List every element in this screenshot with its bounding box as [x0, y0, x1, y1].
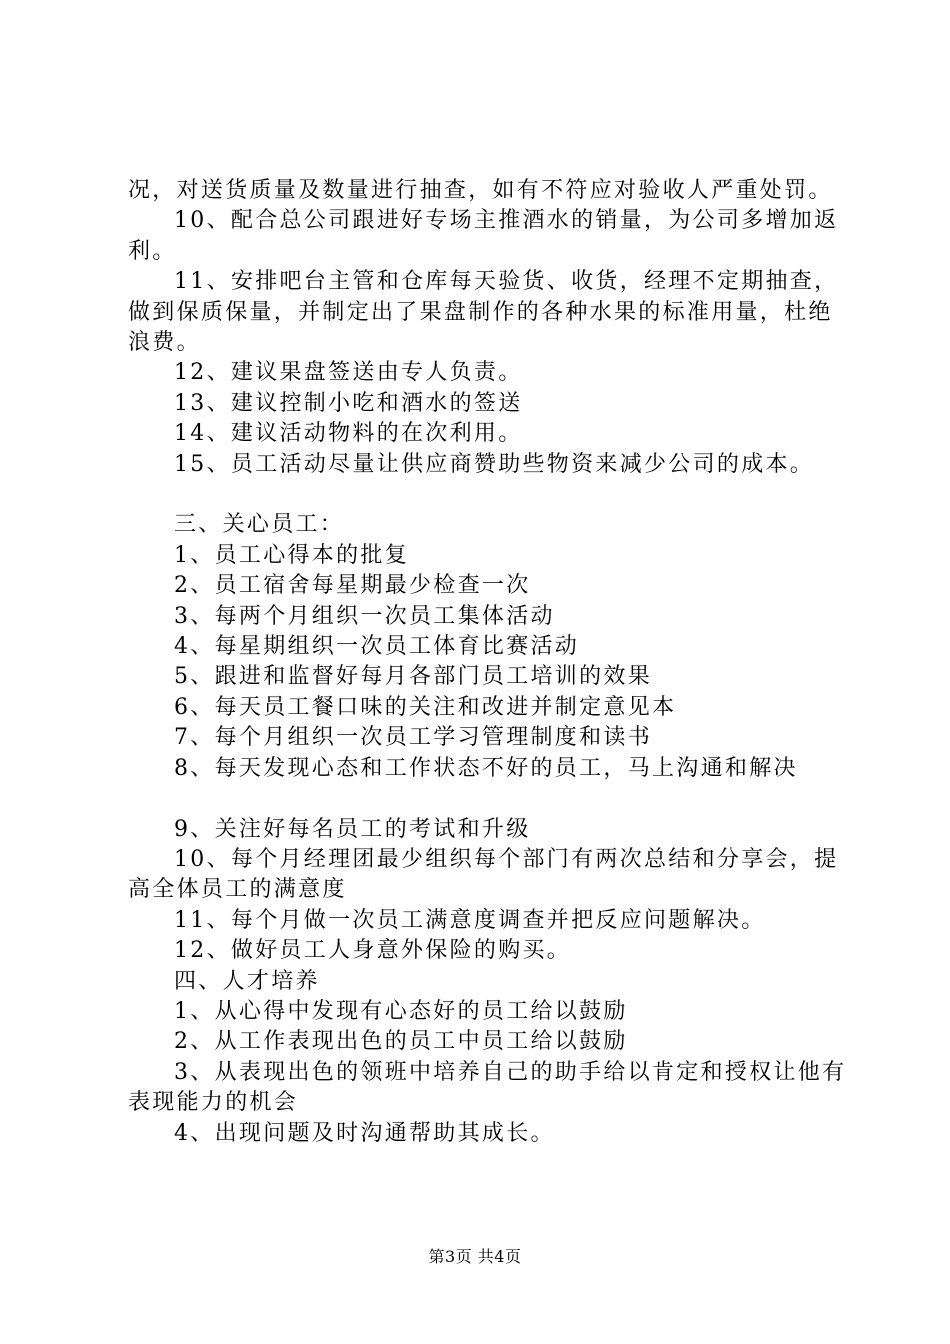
paragraph: 4、出现问题及时沟通帮助其成长。: [174, 1120, 555, 1146]
paragraph: 5、跟进和监督好每月各部门员工培训的效果: [174, 664, 652, 690]
paragraph: 9、关注好每名员工的考试和升级: [174, 816, 531, 842]
paragraph: 四、人才培养: [174, 968, 320, 994]
paragraph: 12、建议果盘签送由专人负责。: [174, 360, 523, 386]
paragraph: 11、每个月做一次员工满意度调查并把反应问题解决。: [174, 907, 766, 933]
paragraph: 1、员工心得本的批复: [174, 542, 409, 568]
paragraph: 14、建议活动物料的在次利用。: [174, 421, 523, 447]
paragraph: 3、从表现出色的领班中培养自己的助手给以肯定和授权让他有表现能力的机会: [128, 1059, 847, 1116]
paragraph: 12、做好员工人身意外保险的购买。: [174, 938, 572, 964]
paragraph: 3、每两个月组织一次员工集体活动: [174, 603, 555, 629]
document-body: [128, 176, 848, 1149]
paragraph: 况，对送货质量及数量进行抽查，如有不符应对验收人严重处罚。: [128, 178, 833, 203]
paragraph: 1、从心得中发现有心态好的员工给以鼓励: [174, 998, 628, 1024]
paragraph: 2、从工作表现出色的员工中员工给以鼓励: [174, 1029, 628, 1055]
page-footer: 第3页 共4页: [428, 1247, 522, 1266]
paragraph: 7、每个月组织一次员工学习管理制度和读书: [174, 725, 652, 751]
paragraph: 15、员工活动尽量让供应商赞助些物资来减少公司的成本。: [174, 451, 815, 477]
paragraph: 4、每星期组织一次员工体育比赛活动: [174, 634, 580, 660]
paragraph-spacer: [128, 480, 848, 510]
paragraph: 6、每天员工餐口味的关注和改进并制定意见本: [174, 694, 677, 720]
paragraph-spacer: [128, 784, 848, 814]
paragraph: 11、安排吧台主管和仓库每天验货、收货，经理不定期抽查，做到保质保量，并制定出了果盘制作的各种水果的标准用量，杜绝浪费。: [128, 269, 839, 356]
paragraph: 三、关心员工：: [174, 512, 345, 538]
paragraph: 13、建议控制小吃和酒水的签送: [174, 390, 523, 416]
paragraph: 10、配合总公司跟进好专场主推酒水的销量，为公司多增加返利。: [128, 208, 839, 264]
paragraph: 2、员工宿舍每星期最少检查一次: [174, 573, 531, 599]
paragraph: 10、每个月经理团最少组织每个部门有两次总结和分享会，提高全体员工的满意度: [128, 846, 839, 903]
paragraph: 8、每天发现心态和工作状态不好的员工，马上沟通和解决: [174, 755, 798, 781]
